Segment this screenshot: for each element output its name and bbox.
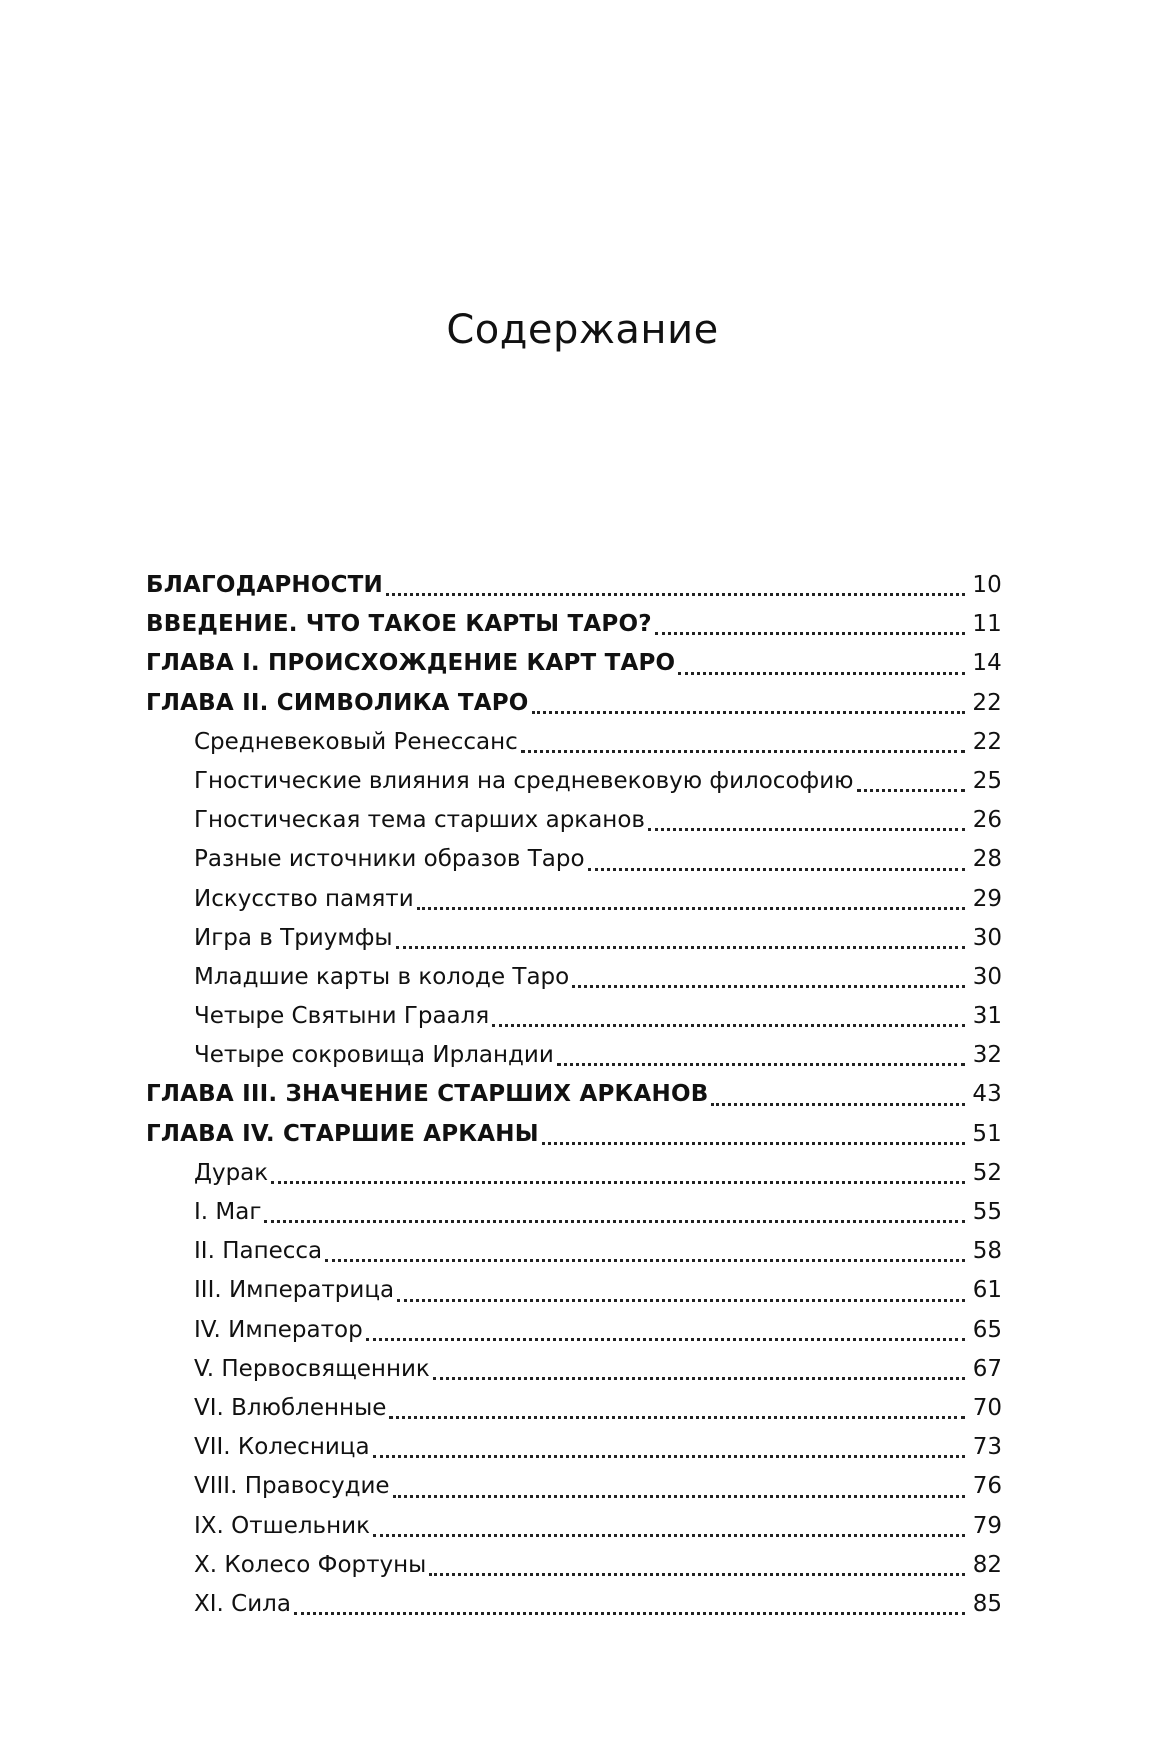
toc-entry-page-number: 70 [972,1394,1002,1421]
toc-entry-page-number: 31 [972,1003,1002,1030]
dot-leader [648,827,965,831]
dot-leader [264,1219,965,1223]
dot-leader [711,1102,965,1106]
toc-section-entry [146,1350,1002,1389]
dot-leader [373,1454,965,1458]
toc-entry-page-number: 30 [972,924,1002,951]
toc-entry-title: X. Колесо Фортуны [194,1551,427,1578]
dot-leader [325,1258,965,1262]
toc-entry-title: III. Императрица [194,1277,395,1304]
toc-entry-page-number: 26 [972,807,1002,834]
dot-leader [397,1298,965,1302]
toc-chapter-entry [146,644,1002,683]
toc-entry-page-number: 55 [972,1199,1002,1225]
toc-entry-title: Четыре Святыни Грааля [194,1003,490,1030]
toc-section-entry [146,1154,1002,1193]
dot-leader [393,1494,965,1498]
toc-chapter-entry [146,605,1002,644]
toc-section-entry [146,1389,1002,1428]
toc-entry-title: ВВЕДЕНИЕ. ЧТО ТАКОЕ КАРТЫ ТАРО? [146,611,652,638]
dot-leader [389,1415,965,1419]
toc-entry-title: I. Маг [194,1199,262,1225]
toc-entry-title: ГЛАВА I. ПРОИСХОЖДЕНИЕ КАРТ ТАРО [146,650,676,677]
toc-section-entry [146,919,1002,958]
dot-leader [373,1533,965,1537]
toc-entry-title: Искусство памяти [194,885,414,912]
toc-entry-page-number: 30 [972,963,1002,990]
page-title: Содержание [446,306,719,353]
toc-chapter-entry [146,1075,1002,1114]
dot-leader [429,1572,965,1576]
dot-leader [366,1337,965,1341]
toc-section-entry [146,1467,1002,1506]
toc-entry-page-number: 73 [972,1434,1002,1461]
toc-section-entry [146,1428,1002,1467]
toc-entry-title: II. Папесса [194,1238,323,1265]
toc-section-entry [146,958,1002,997]
dot-leader [417,906,965,910]
toc-entry-page-number: 76 [972,1473,1002,1500]
toc-entry-page-number: 67 [972,1355,1002,1382]
dot-leader [557,1062,965,1066]
dot-leader [857,788,966,792]
toc-entry-title: БЛАГОДАРНОСТИ [146,572,384,598]
table-of-contents [146,566,1002,1624]
toc-entry-title: V. Первосвященник [194,1355,430,1382]
toc-entry-title: IV. Император [194,1316,363,1343]
toc-entry-title: ГЛАВА II. СИМВОЛИКА ТАРО [146,689,529,716]
toc-entry-title: ГЛАВА III. ЗНАЧЕНИЕ СТАРШИХ АРКАНОВ [146,1081,709,1108]
toc-entry-page-number: 43 [972,1081,1002,1108]
toc-entry-title: VIII. Правосудие [194,1473,390,1500]
toc-section-entry [146,801,1002,840]
toc-section-entry [146,1193,1002,1232]
toc-entry-title: Гностическая тема старших арканов [194,807,645,834]
dot-leader [271,1180,965,1184]
toc-entry-page-number: 14 [972,650,1002,677]
dot-leader [532,710,965,714]
dot-leader [655,631,965,635]
dot-leader [678,671,965,675]
dot-leader [588,867,965,871]
dot-leader [492,1023,965,1027]
toc-entry-title: Младшие карты в колоде Таро [194,963,570,990]
toc-section-entry [146,1036,1002,1075]
toc-entry-title: IX. Отшельник [194,1512,370,1539]
toc-entry-title: ГЛАВА IV. СТАРШИЕ АРКАНЫ [146,1120,539,1147]
toc-chapter-entry [146,1115,1002,1154]
toc-entry-title: Разные источники образов Таро [194,846,585,873]
toc-section-entry [146,840,1002,879]
toc-section-entry [146,723,1002,762]
toc-entry-page-number: 85 [972,1590,1002,1617]
toc-entry-page-number: 51 [972,1120,1002,1147]
toc-entry-page-number: 79 [972,1512,1002,1539]
toc-entry-page-number: 65 [972,1316,1002,1343]
toc-entry-page-number: 58 [972,1238,1002,1265]
toc-section-entry [146,1546,1002,1585]
toc-section-entry [146,1507,1002,1546]
dot-leader [572,984,965,988]
toc-entry-page-number: 22 [972,728,1002,755]
toc-section-entry [146,880,1002,919]
toc-entry-page-number: 61 [972,1277,1002,1304]
toc-entry-page-number: 29 [972,885,1002,912]
toc-entry-page-number: 82 [972,1551,1002,1578]
toc-entry-page-number: 11 [972,611,1002,638]
toc-section-entry [146,1311,1002,1350]
toc-entry-title: Дурак [194,1159,269,1186]
toc-chapter-entry [146,684,1002,723]
toc-entry-page-number: 25 [972,767,1002,794]
toc-section-entry [146,997,1002,1036]
toc-entry-page-number: 32 [972,1042,1002,1069]
toc-entry-page-number: 52 [972,1159,1002,1186]
dot-leader [433,1376,965,1380]
toc-chapter-entry [146,566,1002,605]
toc-entry-page-number: 10 [972,572,1002,598]
toc-entry-page-number: 22 [972,689,1002,716]
toc-entry-page-number: 28 [972,846,1002,873]
dot-leader [521,749,965,753]
toc-section-entry [146,1271,1002,1310]
toc-entry-title: XI. Сила [194,1590,291,1617]
toc-section-entry [146,1232,1002,1271]
toc-section-entry [146,1585,1002,1624]
dot-leader [294,1611,965,1615]
dot-leader [396,945,965,949]
toc-entry-title: Гностические влияния на средневековую философию [194,767,854,794]
toc-entry-title: Средневековый Ренессанс [194,728,518,755]
toc-entry-title: Четыре сокровища Ирландии [194,1042,554,1069]
toc-entry-title: VII. Колесница [194,1434,370,1461]
toc-entry-title: VI. Влюбленные [194,1394,387,1421]
dot-leader [386,592,965,596]
toc-entry-title: Игра в Триумфы [194,924,393,951]
dot-leader [542,1141,965,1145]
toc-section-entry [146,762,1002,801]
